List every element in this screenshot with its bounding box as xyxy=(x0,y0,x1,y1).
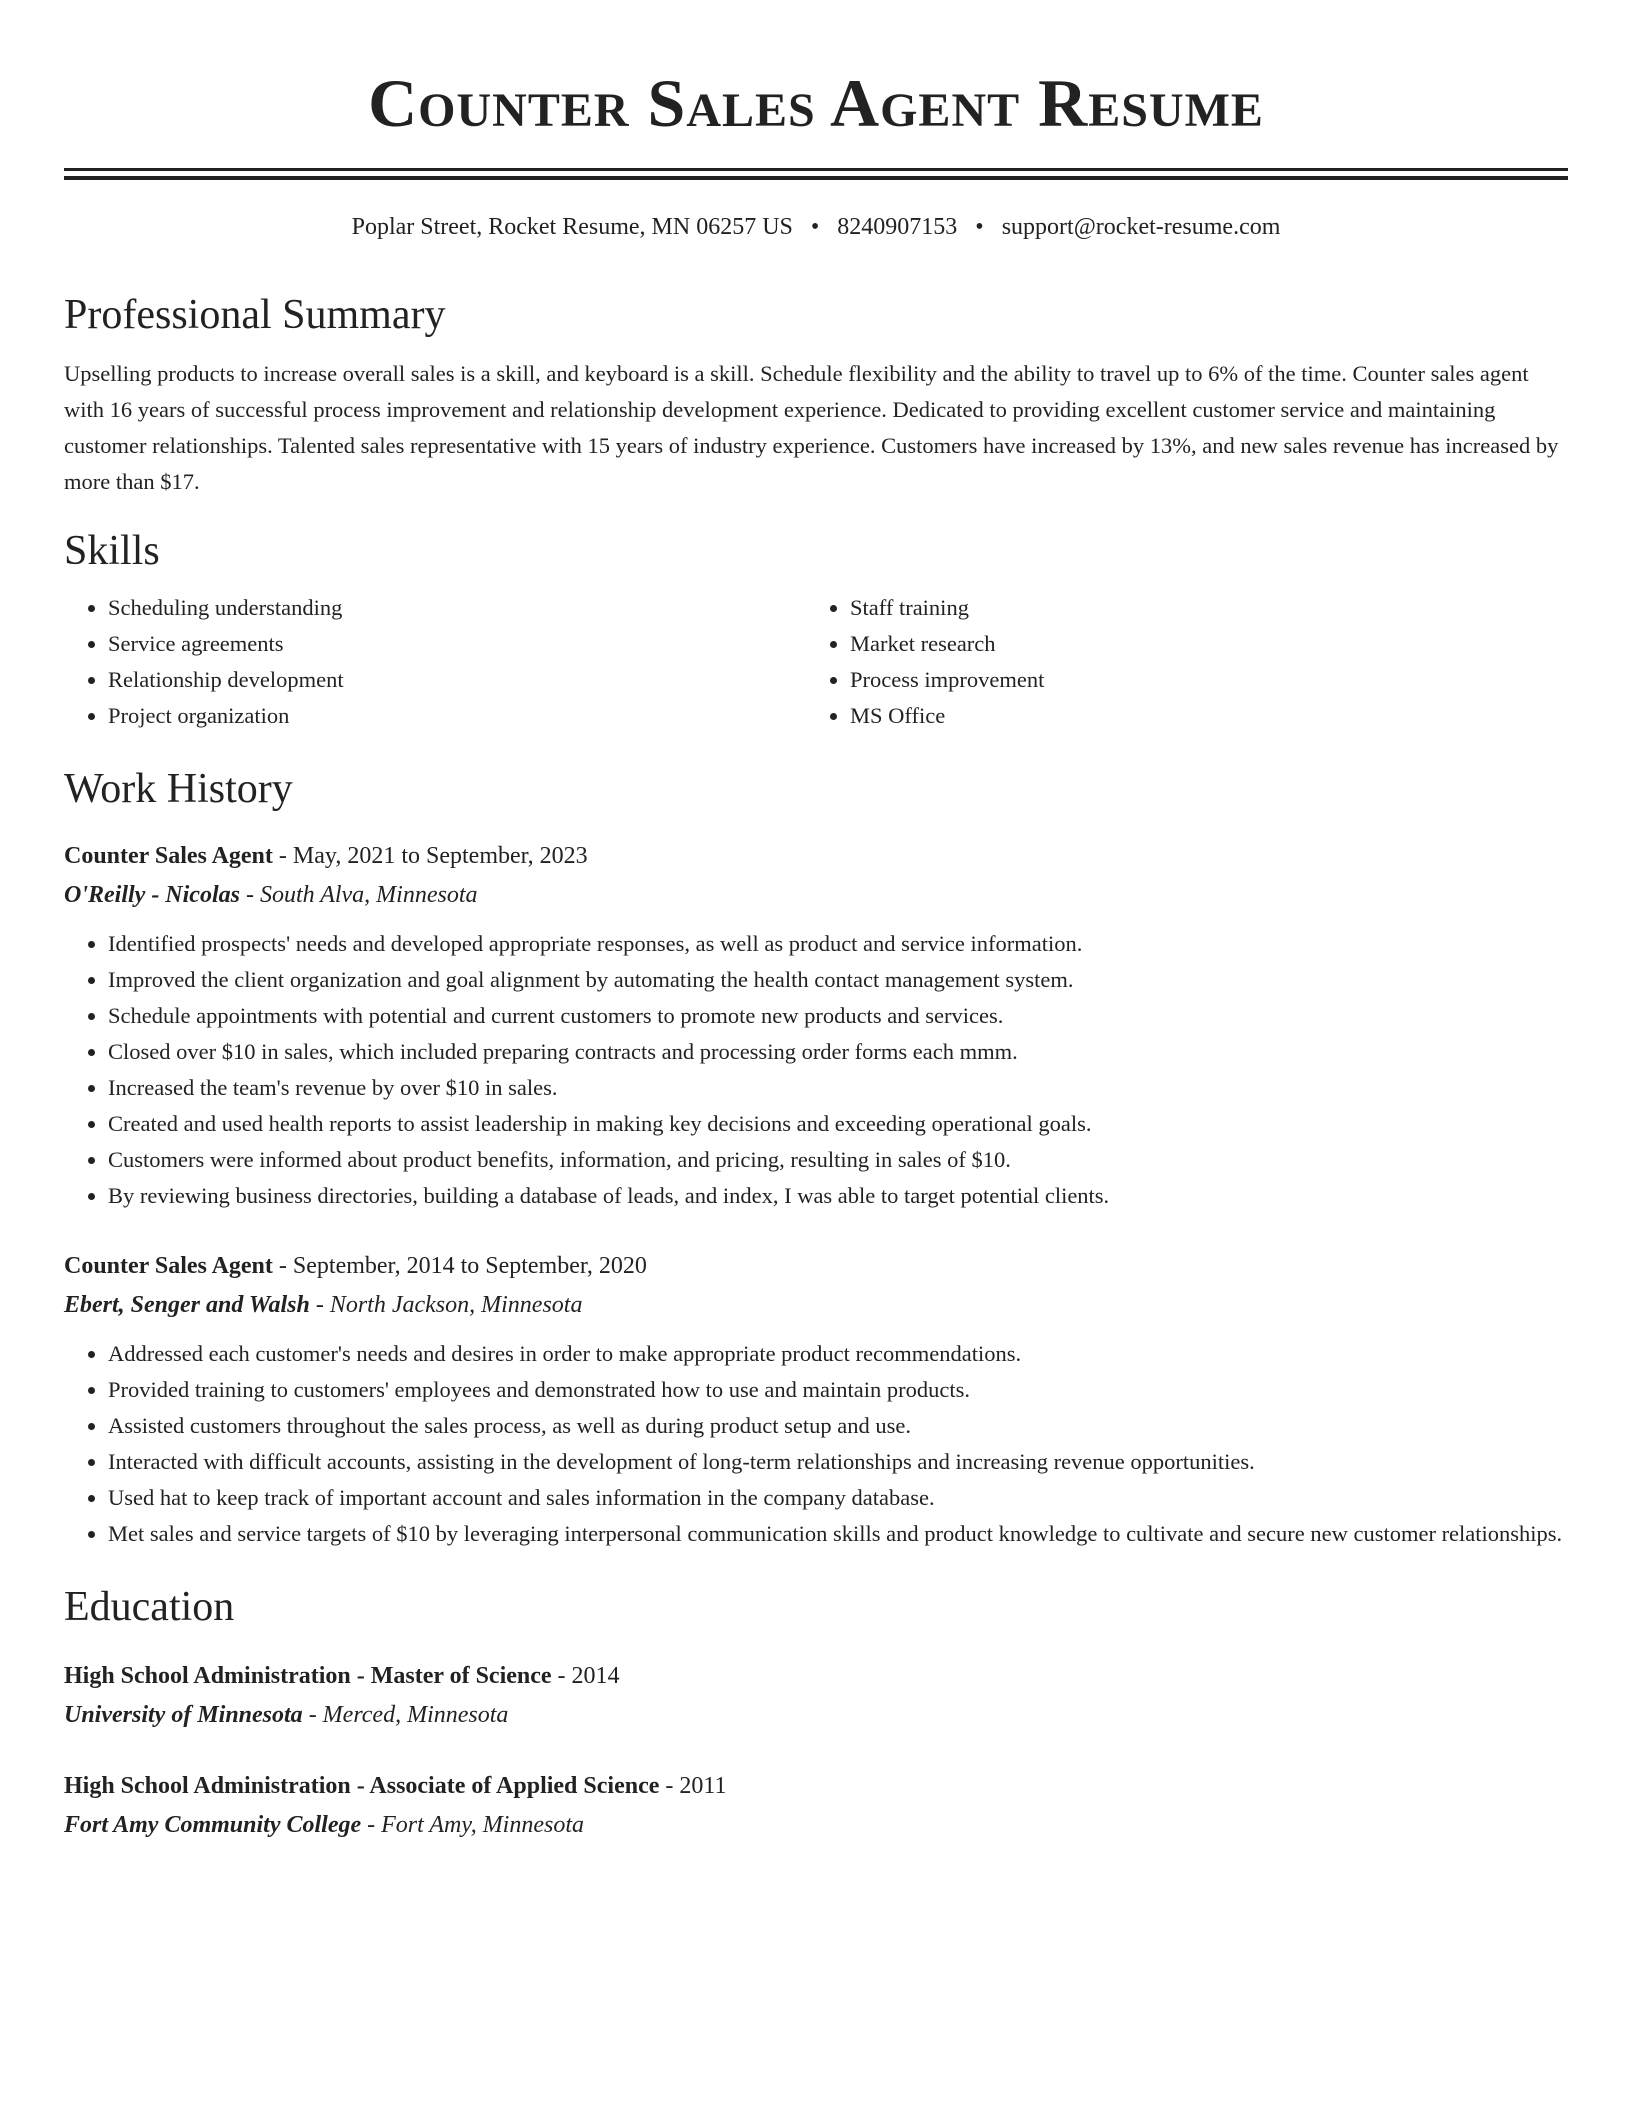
duty-item: • Assisted customers throughout the sales process, as well as during product setup and use. xyxy=(108,1408,1568,1444)
job-duties xyxy=(64,926,1568,1214)
duty-item: • Identified prospects' needs and developed appropriate responses, as well as product and service information. xyxy=(108,926,1568,962)
skill-item: • Scheduling understanding xyxy=(108,590,806,626)
duty-item: • Interacted with difficult accounts, assisting in the development of long-term relationships and increasing revenue opportunities. xyxy=(108,1444,1568,1480)
duty-item: • Created and used health reports to assist leadership in making key decisions and exceeding operational goals. xyxy=(108,1106,1568,1142)
job-dates: - May, 2021 to September, 2023 xyxy=(272,843,588,869)
section-heading-work-history: Work History xyxy=(64,766,293,812)
job-company-line xyxy=(64,1286,1568,1324)
education-school: Fort Amy Community College xyxy=(64,1812,362,1838)
education-school-line xyxy=(64,1806,1568,1844)
job-company: Ebert, Senger and Walsh xyxy=(64,1292,310,1318)
summary-text: Upselling products to increase overall sales is a skill, and keyboard is a skill. Schedule flexibility and the ability to travel up to 6% of the time. Counter sales agent with 16 years of successful process improvement and relationship development experience. Dedicated to providing excellent customer service and maintaining customer relationships. Talented sales representative with 15 years of industry experience. Customers have increased by 13%, and new sales revenue has increased by more than $17. xyxy=(64,361,1559,494)
duty-item: • By reviewing business directories, building a database of leads, and index, I was able to target potential clients. xyxy=(108,1178,1568,1214)
skill-item: • Relationship development xyxy=(108,662,806,698)
skill-item: • Market research xyxy=(850,626,1548,662)
education-year: - 2014 xyxy=(551,1663,620,1689)
job-entry xyxy=(64,1246,1568,1552)
section-heading-skills: Skills xyxy=(64,528,160,574)
duty-item: • Met sales and service targets of $10 by leveraging interpersonal communication skills and product knowledge to cultivate and secure new customer relationships. xyxy=(108,1516,1568,1552)
duty-item: • Closed over $10 in sales, which included preparing contracts and processing order forms each mmm. xyxy=(108,1034,1568,1070)
title-divider-top xyxy=(64,168,1568,171)
duty-item: • Increased the team's revenue by over $10 in sales. xyxy=(108,1070,1568,1106)
title-divider-bottom xyxy=(64,176,1568,180)
contact-phone: 8240907153 xyxy=(837,214,958,240)
education-degree: High School Administration - Master of Science xyxy=(64,1663,552,1689)
job-title: Counter Sales Agent xyxy=(64,1253,273,1279)
skill-item: • MS Office xyxy=(850,698,1548,734)
skills-list xyxy=(64,590,1568,734)
contact-separator: • xyxy=(975,214,984,240)
contact-address: Poplar Street, Rocket Resume, MN 06257 US xyxy=(351,214,793,240)
job-dates: - September, 2014 to September, 2020 xyxy=(272,1253,647,1279)
education-entry xyxy=(64,1656,1568,1734)
job-location: - South Alva, Minnesota xyxy=(239,882,478,908)
job-header xyxy=(64,1246,1568,1286)
duty-item: • Improved the client organization and goal alignment by automating the health contact management system. xyxy=(108,962,1568,998)
skills-column-right xyxy=(806,590,1548,734)
education-entry xyxy=(64,1766,1568,1844)
section-heading-summary: Professional Summary xyxy=(64,292,446,338)
education-header xyxy=(64,1656,1568,1696)
education-school-line xyxy=(64,1696,1568,1734)
skill-item: • Process improvement xyxy=(850,662,1548,698)
skill-item: • Staff training xyxy=(850,590,1548,626)
job-title: Counter Sales Agent xyxy=(64,843,273,869)
page-title: Counter Sales Agent Resume xyxy=(368,65,1264,141)
skill-item: • Service agreements xyxy=(108,626,806,662)
job-entry xyxy=(64,836,1568,1214)
education-year: - 2011 xyxy=(659,1773,727,1799)
duty-item: • Customers were informed about product benefits, information, and pricing, resulting in sales of $10. xyxy=(108,1142,1568,1178)
duty-item: • Schedule appointments with potential and current customers to promote new products and services. xyxy=(108,998,1568,1034)
education-header xyxy=(64,1766,1568,1806)
education-location: - Merced, Minnesota xyxy=(302,1702,509,1728)
skill-item: • Project organization xyxy=(108,698,806,734)
job-company-line xyxy=(64,876,1568,914)
job-header xyxy=(64,836,1568,876)
education-location: - Fort Amy, Minnesota xyxy=(361,1812,585,1838)
education-degree: High School Administration - Associate of Applied Science xyxy=(64,1773,660,1799)
skills-column-left xyxy=(64,590,806,734)
job-location: - North Jackson, Minnesota xyxy=(309,1292,583,1318)
job-company: O'Reilly - Nicolas xyxy=(64,882,240,908)
section-heading-education: Education xyxy=(64,1584,235,1630)
job-duties xyxy=(64,1336,1568,1552)
duty-item: • Addressed each customer's needs and desires in order to make appropriate product recommendations. xyxy=(108,1336,1568,1372)
contact-separator: • xyxy=(810,214,820,240)
duty-item: • Provided training to customers' employees and demonstrated how to use and maintain products. xyxy=(108,1372,1568,1408)
duty-item: • Used hat to keep track of important account and sales information in the company database. xyxy=(108,1480,1568,1516)
education-school: University of Minnesota xyxy=(64,1702,303,1728)
contact-email: support@rocket-resume.com xyxy=(1001,214,1281,240)
contact-line xyxy=(64,210,1568,244)
